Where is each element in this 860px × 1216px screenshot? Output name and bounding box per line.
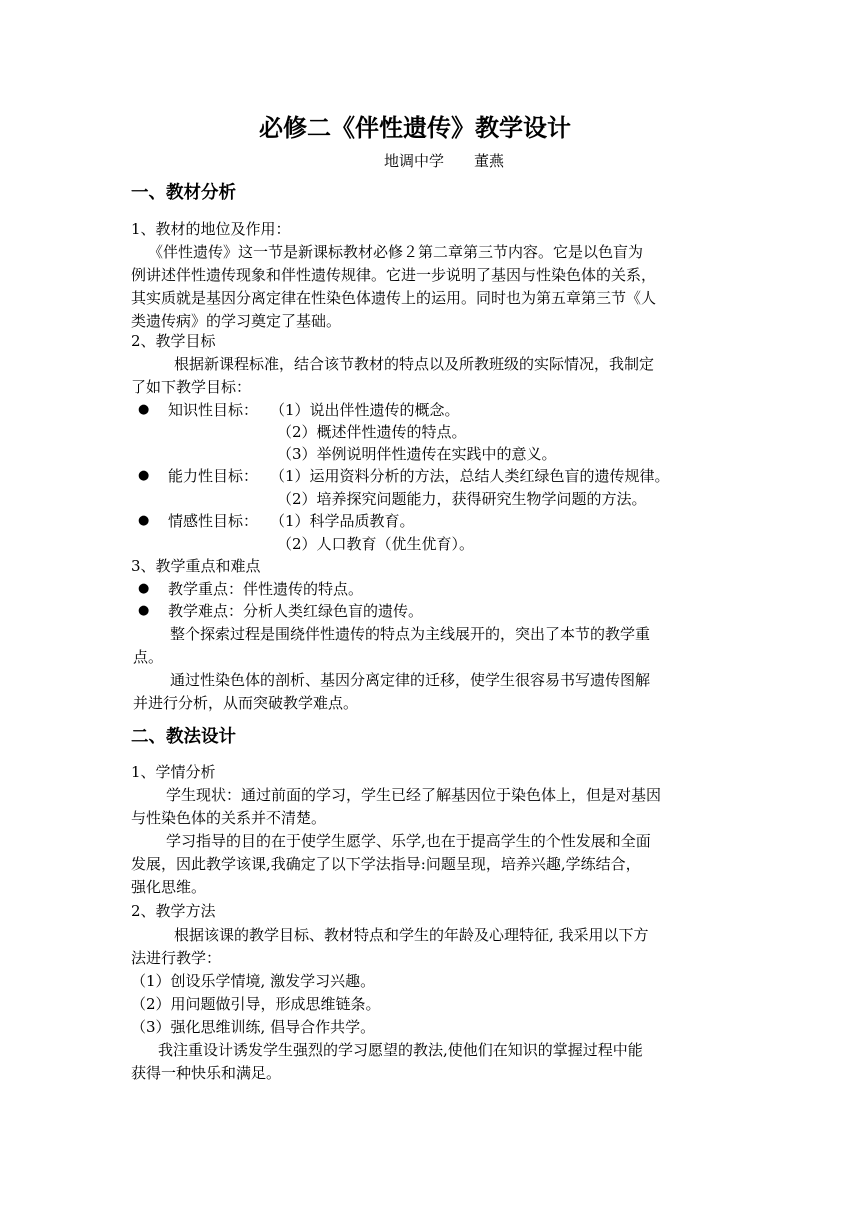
bullet-icon: ● <box>138 468 150 483</box>
goal-item: （3）举例说明伴性遗传在实践中的意义。 <box>277 445 557 463</box>
key-point: 教学重点：伴性遗传的特点。 <box>168 580 364 598</box>
section-heading-teaching-design: 二、教法设计 <box>131 727 236 747</box>
paragraph-line: 获得一种快乐和满足。 <box>131 1064 282 1082</box>
goal-label: 知识性目标： <box>168 401 259 419</box>
goal-item: （1）科学品质教育。 <box>270 512 415 530</box>
bullet-icon: ● <box>138 402 150 417</box>
paragraph-line: 类遗传病》的学习奠定了基础。 <box>131 312 342 330</box>
paragraph-line: 强化思维。 <box>131 878 207 896</box>
paragraph-line: 并进行分析，从而突破教学难点。 <box>133 694 359 712</box>
subsection-label: 2、教学方法 <box>131 902 216 920</box>
author-line: 地调中学 董燕 <box>384 152 505 170</box>
paragraph-line: 学习指导的目的在于使学生愿学、乐学,也在于提高学生的个性发展和全面 <box>166 832 651 850</box>
method-item: （2）用问题做引导，形成思维链条。 <box>131 995 381 1013</box>
paragraph-line: 例讲述伴性遗传现象和伴性遗传规律。它进一步说明了基因与性染色体的关系， <box>131 266 657 284</box>
paragraph-line: 了如下教学目标： <box>131 378 252 396</box>
bullet-icon: ● <box>138 513 150 528</box>
paragraph-line: 法进行教学： <box>131 949 222 967</box>
paragraph-line: 根据该课的教学目标、教材特点和学生的年龄及心理特征, 我采用以下方 <box>174 926 649 944</box>
method-item: （1）创设乐学情境, 激发学习兴趣。 <box>131 972 376 990</box>
method-item: （3）强化思维训练, 倡导合作共学。 <box>131 1018 376 1036</box>
paragraph-line: 其实质就是基因分离定律在性染色体遗传上的运用。同时也为第五章第三节《人 <box>131 289 657 307</box>
goal-label: 能力性目标： <box>168 467 259 485</box>
goal-item: （2）培养探究问题能力，获得研究生物学问题的方法。 <box>277 490 647 508</box>
key-point: 教学难点：分析人类红绿色盲的遗传。 <box>168 602 424 620</box>
paragraph-line: 根据新课程标准，结合该节教材的特点以及所教班级的实际情况，我制定 <box>174 355 655 373</box>
document-title: 必修二《伴性遗传》教学设计 <box>259 114 571 142</box>
goal-item: （2）人口教育（优生优育）。 <box>277 535 475 553</box>
paragraph-line: 我注重设计诱发学生强烈的学习愿望的教法,使他们在知识的掌握过程中能 <box>158 1041 643 1059</box>
goal-item: （2）概述伴性遗传的特点。 <box>277 423 467 441</box>
goal-item: （1）说出伴性遗传的概念。 <box>270 401 460 419</box>
paragraph-line: 点。 <box>133 648 164 666</box>
subsection-label: 1、教材的地位及作用： <box>131 220 291 238</box>
paragraph-line: 整个探索过程是围绕伴性遗传的特点为主线展开的，突出了本节的教学重 <box>170 625 651 643</box>
paragraph-line: 发展，因此教学该课,我确定了以下学法指导:问题呈现，培养兴趣,学练结合， <box>131 855 641 873</box>
paragraph-line: 通过性染色体的剖析、基因分离定律的迁移，使学生很容易书写遗传图解 <box>170 671 651 689</box>
paragraph-line: 《伴性遗传》这一节是新课标教材必修２第二章第三节内容。它是以色盲为 <box>148 243 644 261</box>
paragraph-line: 学生现状：通过前面的学习，学生已经了解基因位于染色体上，但是对基因 <box>166 786 662 804</box>
section-heading-textbook-analysis: 一、教材分析 <box>131 183 236 203</box>
paragraph-line: 与性染色体的关系并不清楚。 <box>131 809 327 827</box>
goal-label: 情感性目标： <box>168 512 259 530</box>
subsection-label: 3、教学重点和难点 <box>131 557 261 575</box>
bullet-icon: ● <box>138 603 150 618</box>
bullet-icon: ● <box>138 581 150 596</box>
goal-item: （1）运用资料分析的方法，总结人类红绿色盲的遗传规律。 <box>270 467 670 485</box>
subsection-label: 1、学情分析 <box>131 763 216 781</box>
subsection-label: 2、教学目标 <box>131 332 216 350</box>
